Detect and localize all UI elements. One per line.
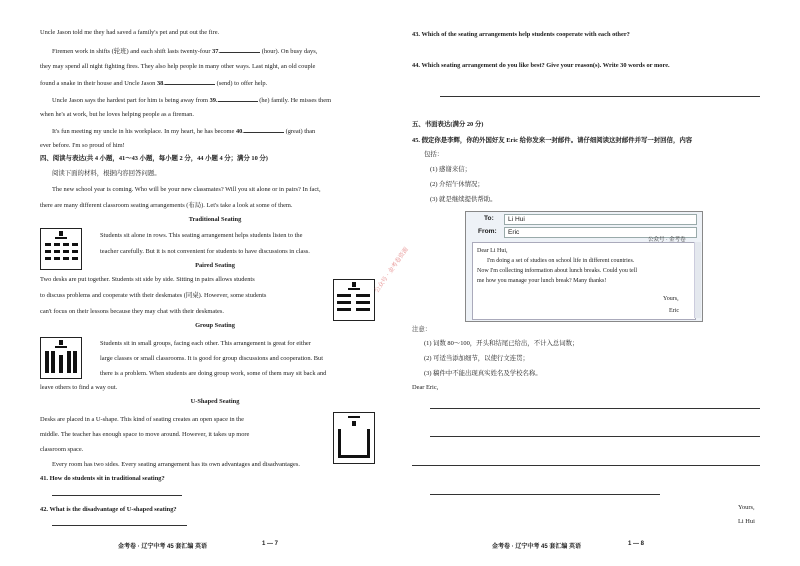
footer-title: 金考卷 · 辽宁中考 45 套汇编 英语 [492,544,582,550]
question-45: 45. 假定你是李辉，你的外国好友 Eric 给你发来一封邮件。请仔细阅读这封邮件并写一封回信，内容 [412,137,693,144]
note-item: (1) 词数 80～100，开头和结尾已给出，不计入总词数； [424,340,579,347]
story-line: Uncle Jason told me they had saved a family's pet and put out the fire. [40,29,220,36]
answer-line-42[interactable] [52,525,187,526]
writing-line[interactable] [430,494,660,495]
answer-blank[interactable] [220,46,260,53]
page-number: 1 — 8 [628,541,645,547]
email-sign: Eric [669,308,679,314]
group-title: Group Seating [195,322,235,329]
note-item: (2) 可适当添加细节，以使行文连贯； [424,355,529,362]
section-5-heading: 五、书面表达(满分 20 分) [412,121,484,128]
ushaped-seating-diagram [333,412,375,464]
requirement-item: (1) 感谢来信； [430,166,472,173]
email-greeting: Dear Li Hui, [477,248,508,254]
intro-line: there are many different classroom seating arrangements (布局). Let's take a look at some of them. [40,202,293,209]
requirement-item: (3) 就是继续提供帮助。 [430,196,497,203]
requirement-item: (2) 介绍午休情况； [430,181,484,188]
closing-line: Every room has two sides. Every seating arrangement has its own advantages and disadvantages. [52,461,300,468]
watermark: 公众号 · 金考卷资源 [373,246,410,295]
story-line: when he's at work, but he loves helping people as a fireman. [40,111,194,118]
section-heading: 四、阅读与表达(共 4 小题，41～43 小题，每小题 2 分，44 小题 4 分；满分 10 分) [40,155,268,162]
group-seating-diagram [40,337,82,379]
note-item: (3) 稿件中不能出现真实姓名及学校名称。 [424,370,542,377]
answer-blank[interactable] [165,78,215,85]
answer-blank[interactable] [218,95,258,102]
group-text: Students sit in small groups, facing each other. This arrangement is great for either [100,340,311,347]
footer-title: 金考卷 · 辽宁中考 45 套汇编 英语 [118,544,208,550]
instruction: 阅读下面的材料，根据内容回答问题。 [52,170,161,177]
email-line: Now I'm collecting information about lunch breaks. Could you tell [477,268,638,274]
paired-seating-diagram [333,279,375,321]
paired-text: to discuss problems and cooperate with their deskmates (同桌). However, some students [40,292,267,299]
writing-line[interactable] [430,436,760,437]
email-line: I'm doing a set of studies on school life in different countries. [487,258,635,264]
from-label: From: [478,228,497,235]
ushaped-title: U-Shaped Seating [190,398,240,405]
email-scrollbar[interactable] [694,242,701,318]
traditional-text: teacher carefully. But it is not convenient for students to have discussions in class. [100,248,310,255]
writing-line[interactable] [412,465,760,466]
overlay-text: 公众号 · 金考卷 [648,237,686,243]
writing-line[interactable] [430,408,760,409]
ushaped-text: middle. The teacher has enough space to move around. However, it takes up more [40,431,250,438]
paired-title: Paired Seating [195,262,235,269]
question-45-cont: 包括： [424,151,444,158]
ushaped-text: Desks are placed in a U-shape. This kind of seating creates an open space in the [40,416,244,423]
traditional-title: Traditional Seating [188,216,242,223]
to-label: To: [484,215,494,222]
answer-line-44[interactable] [440,96,760,97]
email-sign: Yours, [663,296,679,302]
intro-line: The new school year is coming. Who will be your new classmates? Will you sit alone or in pairs? In fact, [52,186,321,193]
answer-blank[interactable] [244,126,284,133]
group-text: leave others to find a way out. [40,384,118,391]
letter-greeting: Dear Eric, [412,384,439,391]
traditional-text: Students sit alone in rows. This seating arrangement helps students listen to the [100,232,303,239]
story-line: they may spend all night fighting fires. They also help people in many other ways. Last night, an old couple [40,63,316,70]
from-field[interactable]: Eric [504,227,697,238]
email-body[interactable] [472,242,696,320]
story-line: Firemen work in shifts (轮班) and each shift lasts twenty-four 37. (hour). On busy days, [52,48,318,55]
group-text: large classes or small classrooms. It is good for group discussions and cooperation. But [100,355,323,362]
letter-closing: Yours, [738,504,755,511]
email-line: me how you manage your lunch break? Many thanks! [477,278,607,284]
story-line: found a snake in their house and Uncle Jason 38. (send) to offer help. [40,80,268,87]
question-41: 41. How do students sit in traditional seating? [40,475,165,482]
answer-line-41[interactable] [52,495,182,496]
story-line: It's fun meeting my uncle in his workplace. In my heart, he has become 40. (great) than [52,128,316,135]
page-number: 1 — 7 [262,541,279,547]
letter-signature: Li Hui [738,518,755,525]
email-window [465,211,703,322]
question-44: 44. Which seating arrangement do you like best? Give your reason(s). Write 30 words or more. [412,62,670,69]
question-43: 43. Which of the seating arrangements help students cooperate with each other? [412,31,630,38]
story-line: ever before. I'm so proud of him! [40,142,125,149]
story-line: Uncle Jason says the hardest part for him is being away from 39. (he) family. He misses them [52,97,332,104]
group-text: there is a problem. When students are doing group work, some of them may sit back and [100,370,327,377]
question-42: 42. What is the disadvantage of U-shaped seating? [40,506,177,513]
paired-text: can't focus on their lessons because they may chat with their deskmates. [40,308,224,315]
ushaped-text: classroom space. [40,446,84,453]
to-field[interactable]: Li Hui [504,214,697,225]
note-title: 注意： [412,326,432,333]
paired-text: Two desks are put together. Students sit side by side. Sitting in pairs allows students [40,276,255,283]
